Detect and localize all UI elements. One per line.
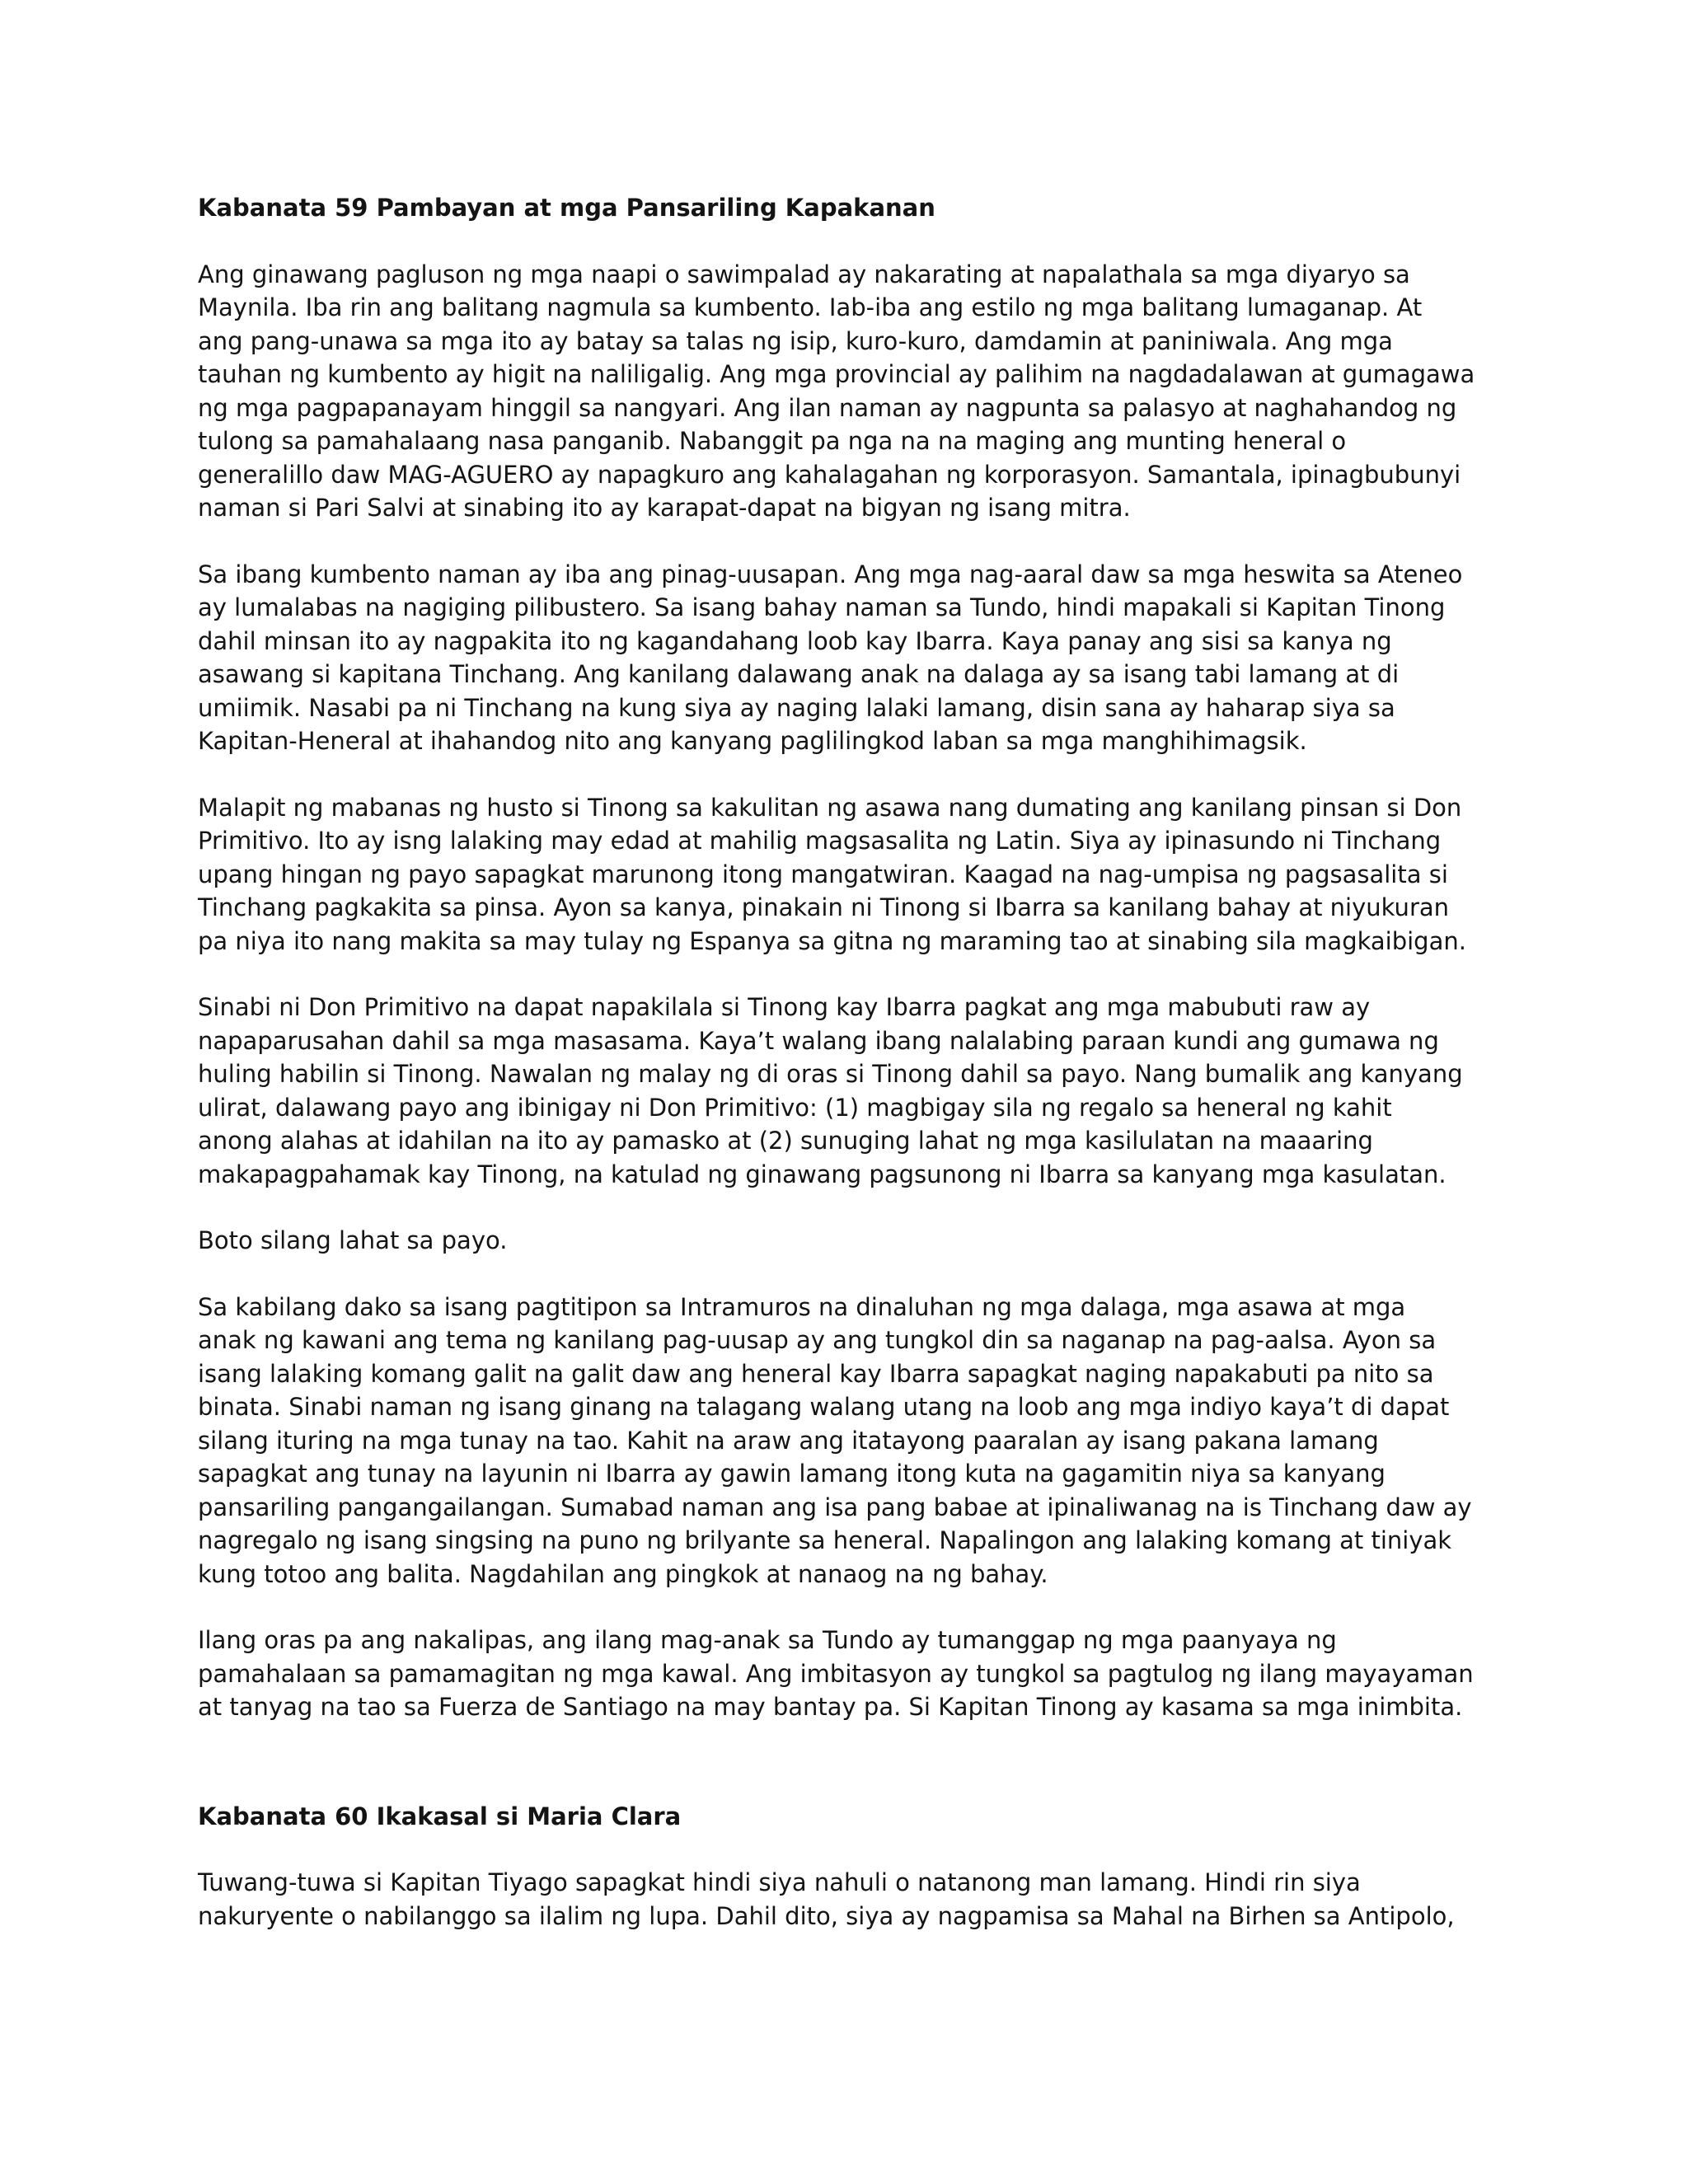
- text-line: Kapitan-Heneral at ihahandog nito ang kanyang paglilingkod laban sa mga manghihimagsik.: [198, 727, 1307, 755]
- text-line: upang hingan ng payo sapagkat marunong itong mangatwiran. Kaagad na nag-umpisa ng pagsasalita si: [198, 860, 1448, 888]
- text-line: dahil minsan ito ay nagpakita ito ng kagandahang loob kay Ibarra. Kaya panay ang sisi sa kanya ng: [198, 626, 1392, 655]
- text-line: ng mga pagpapanayam hinggil sa nangyari. Ang ilan naman ay nagpunta sa palasyo at naghahandog ng: [198, 393, 1457, 422]
- text-line: napaparusahan dahil sa mga masasama. Kaya’t walang ibang nalalabing paraan kundi ang gumawa ng: [198, 1026, 1439, 1055]
- text-line: Ilang oras pa ang nakalipas, ang ilang mag-anak sa Tundo ay tumanggap ng mga paanyaya ng: [198, 1626, 1337, 1654]
- ch59-paragraph-2: [198, 558, 1500, 758]
- spacer: [198, 958, 1500, 991]
- text-line: tauhan ng kumbento ay higit na naliligalig. Ang mga provincial ay palihim na nagdadalawan at gumagawa: [198, 360, 1475, 388]
- spacer: [198, 225, 1500, 258]
- text-line: Sa kabilang dako sa isang pagtitipon sa Intramuros na dinaluhan ng mga dalaga, mga asawa at mga: [198, 1292, 1406, 1321]
- text-line: Sa ibang kumbento naman ay iba ang pinag-uusapan. Ang mga nag-aaral daw sa mga heswita sa Ateneo: [198, 560, 1463, 588]
- ch59-paragraph-7: [198, 1624, 1500, 1724]
- text-line: Tinchang pagkakita sa pinsa. Ayon sa kanya, pinakain ni Tinong si Ibarra sa kanilang bahay at niyukuran: [198, 893, 1450, 921]
- text-line: nakuryente o nabilanggo sa ilalim ng lupa. Dahil dito, siya ay nagpamisa sa Mahal na Birhen sa Antipolo,: [198, 1901, 1455, 1930]
- text-line: Tuwang-tuwa si Kapitan Tiyago sapagkat hindi siya nahuli o natanong man lamang. Hindi rin siya: [198, 1868, 1361, 1896]
- text-line: ulirat, dalawang payo ang ibinigay ni Don Primitivo: (1) magbigay sila ng regalo sa heneral ng kahit: [198, 1093, 1392, 1122]
- text-line: umiimik. Nasabi pa ni Tinchang na kung siya ay naging lalaki lamang, disin sana ay haharap siya sa: [198, 693, 1395, 722]
- text-line: pansariling pangangailangan. Sumabad naman ang isa pang babae at ipinaliwanag na is Tinchang daw ay: [198, 1493, 1472, 1521]
- ch59-paragraph-4: [198, 991, 1500, 1191]
- text-line: ay lumalabas na nagiging pilibustero. Sa isang bahay naman sa Tundo, hindi mapakali si Kapitan Tinong: [198, 593, 1446, 621]
- text-line: Maynila. Iba rin ang balitang nagmula sa kumbento. Iab-iba ang estilo ng mga balitang lumaganap. At: [198, 293, 1423, 321]
- text-line: asawang si kapitana Tinchang. Ang kanilang dalawang anak na dalaga ay sa isang tabi lamang at di: [198, 660, 1400, 688]
- text-line: Sinabi ni Don Primitivo na dapat napakilala si Tinong kay Ibarra pagkat ang mga mabubuti raw ay: [198, 993, 1371, 1021]
- ch59-paragraph-5: [198, 1224, 1500, 1258]
- text-line: Boto silang lahat sa payo.: [198, 1226, 508, 1254]
- text-line: silang ituring na mga tunay na tao. Kahit na araw ang itatayong paaralan ay isang pakana lamang: [198, 1426, 1379, 1455]
- spacer: [198, 525, 1500, 558]
- text-line: ang pang-unawa sa mga ito ay batay sa talas ng isip, kuro-kuro, damdamin at paniniwala. Ang mga: [198, 326, 1393, 355]
- spacer: [198, 1191, 1500, 1224]
- text-line: naman si Pari Salvi at sinabing ito ay karapat-dapat na bigyan ng isang mitra.: [198, 494, 1131, 522]
- chapter-59-title: Kabanata 59 Pambayan at mga Pansariling Kapakanan: [198, 194, 935, 222]
- ch59-paragraph-3: [198, 791, 1500, 958]
- text-line: Ang ginawang pagluson ng mga naapi o sawimpalad ay nakarating at napalathala sa mga diyaryo sa: [198, 260, 1410, 288]
- spacer: [198, 1724, 1500, 1800]
- text-line: huling habilin si Tinong. Nawalan ng malay ng di oras si Tinong dahil sa payo. Nang bumalik ang kanyang: [198, 1060, 1463, 1088]
- ch59-paragraph-6: [198, 1291, 1500, 1591]
- ch59-paragraph-1: [198, 258, 1500, 525]
- text-line: sapagkat ang tunay na layunin ni Ibarra ay gawin lamang itong kuta na gagamitin niya sa kanyang: [198, 1460, 1386, 1488]
- text-line: kung totoo ang balita. Nagdahilan ang pingkok at nanaog na ng bahay.: [198, 1559, 1048, 1588]
- text-line: anak ng kawani ang tema ng kanilang pag-uusap ay ang tungkol din sa naganap na pag-aalsa. Ayon sa: [198, 1326, 1437, 1354]
- spacer: [198, 1591, 1500, 1624]
- text-line: Malapit ng mabanas ng husto si Tinong sa kakulitan ng asawa nang dumating ang kanilang pinsan si Don: [198, 793, 1462, 822]
- chapter-60-title: Kabanata 60 Ikakasal si Maria Clara: [198, 1802, 682, 1830]
- text-line: nagregalo ng isang singsing na puno ng brilyante sa heneral. Napalingon ang lalaking komang at tiniyak: [198, 1526, 1452, 1554]
- text-line: binata. Sinabi naman ng isang ginang na talagang walang utang na loob ang mga indiyo kaya’t di dapat: [198, 1393, 1450, 1421]
- text-line: anong alahas at idahilan na ito ay pamasko at (2) sunuging lahat ng mga kasilulatan na maaaring: [198, 1127, 1373, 1155]
- text-line: at tanyag na tao sa Fuerza de Santiago na may bantay pa. Si Kapitan Tinong ay kasama sa mga inimbita.: [198, 1693, 1463, 1721]
- document-page: [198, 191, 1500, 1933]
- text-line: makapagpahamak kay Tinong, na katulad ng ginawang pagsunong ni Ibarra sa kanyang mga kasulatan.: [198, 1160, 1447, 1188]
- text-line: pamahalaan sa pamamagitan ng mga kawal. Ang imbitasyon ay tungkol sa pagtulog ng ilang mayayaman: [198, 1659, 1474, 1688]
- text-line: generalillo daw MAG-AGUERO ay napagkuro ang kahalagahan ng korporasyon. Samantala, ipinagbubunyi: [198, 460, 1461, 489]
- spacer: [198, 1833, 1500, 1866]
- spacer: [198, 1258, 1500, 1291]
- spacer: [198, 758, 1500, 791]
- text-line: Primitivo. Ito ay isng lalaking may edad at mahilig magsasalita ng Latin. Siya ay ipinasundo ni Tinchang: [198, 827, 1442, 855]
- text-line: pa niya ito nang makita sa may tulay ng Espanya sa gitna ng maraming tao at sinabing sila magkaibigan.: [198, 926, 1466, 955]
- text-line: isang lalaking komang galit na galit daw ang heneral kay Ibarra sapagkat naging napakabuti pa nito sa: [198, 1359, 1434, 1388]
- text-line: tulong sa pamahalaang nasa panganib. Nabanggit pa nga na na maging ang munting heneral o: [198, 427, 1347, 455]
- ch60-paragraph-1: [198, 1866, 1500, 1933]
